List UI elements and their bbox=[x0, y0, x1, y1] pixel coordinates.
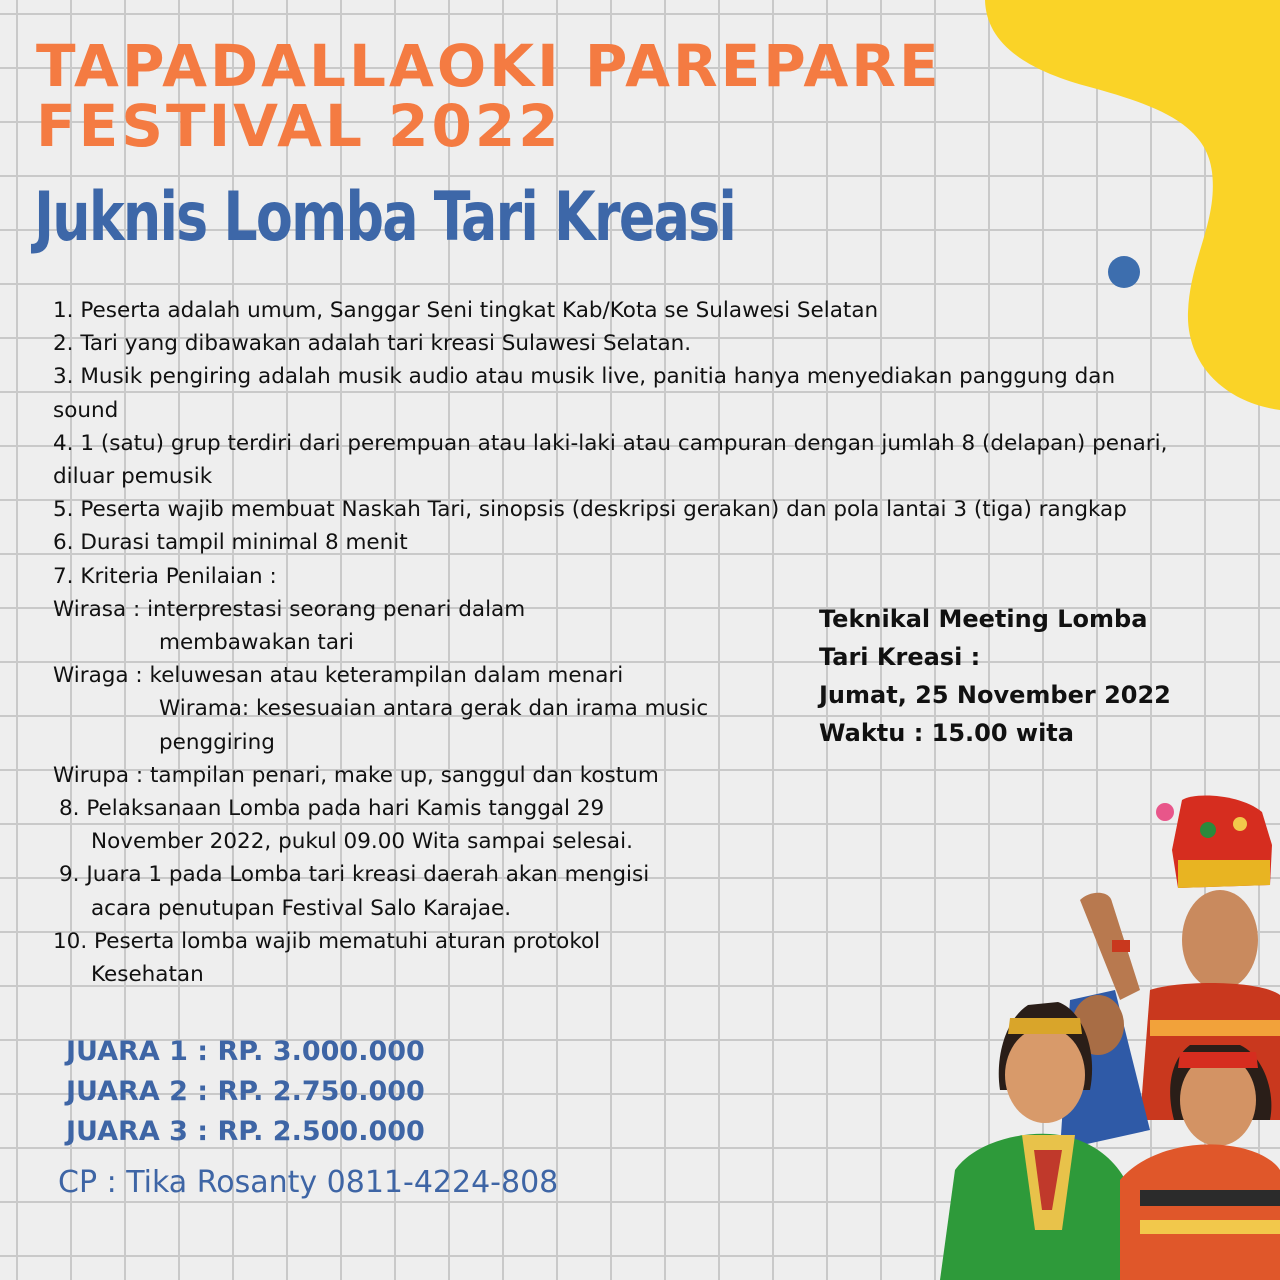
rule-4: 4. 1 (satu) grup terdiri dari perempuan atau laki-laki atau campuran dengan jumlah 8 (delapan) penari, bbox=[53, 430, 1168, 456]
rule-6: 6. Durasi tampil minimal 8 menit bbox=[53, 530, 408, 556]
rule-8: 8. Pelaksanaan Lomba pada hari Kamis tanggal 29 bbox=[59, 796, 605, 822]
criteria-wirama-cont: penggiring bbox=[159, 729, 275, 755]
prize-1: JUARA 1 : RP. 3.000.000 bbox=[66, 1036, 425, 1067]
meeting-time: Waktu : 15.00 wita bbox=[819, 719, 1074, 747]
rule-3: 3. Musik pengiring adalah musik audio atau musik live, panitia hanya menyediakan panggung dan bbox=[53, 364, 1116, 390]
meeting-date: Jumat, 25 November 2022 bbox=[819, 681, 1171, 709]
rule-7: 7. Kriteria Penilaian : bbox=[53, 563, 277, 589]
rule-1: 1. Peserta adalah umum, Sanggar Seni tingkat Kab/Kota se Sulawesi Selatan bbox=[53, 298, 879, 323]
prize-list bbox=[66, 1032, 425, 1152]
meeting-line-2: Tari Kreasi : bbox=[819, 643, 981, 671]
meeting-line-1: Teknikal Meeting Lomba bbox=[819, 605, 1148, 633]
criteria-wiraga: Wiraga : keluwesan atau keterampilan dalam menari bbox=[53, 663, 624, 689]
blue-dot-decoration bbox=[1108, 256, 1140, 288]
rule-2: 2. Tari yang dibawakan adalah tari kreasi Sulawesi Selatan. bbox=[53, 331, 692, 357]
rule-10: 10. Peserta lomba wajib mematuhi aturan protokol bbox=[53, 928, 601, 954]
rule-9: 9. Juara 1 pada Lomba tari kreasi daerah akan mengisi bbox=[59, 862, 650, 888]
prize-3: JUARA 3 : RP. 2.500.000 bbox=[66, 1116, 425, 1147]
contact-person: CP : Tika Rosanty 0811-4224-808 bbox=[58, 1165, 559, 1200]
criteria-wirupa: Wirupa : tampilan penari, make up, sanggul dan kostum bbox=[53, 762, 659, 788]
rule-5: 5. Peserta wajib membuat Naskah Tari, sinopsis (deskripsi gerakan) dan pola lantai 3 (tiga) rangkap bbox=[53, 497, 1127, 523]
page-subtitle: Juknis Lomba Tari Kreasi bbox=[34, 178, 736, 257]
prize-2: JUARA 2 : RP. 2.750.000 bbox=[66, 1076, 425, 1107]
rule-9-cont: acara penutupan Festival Salo Karajae. bbox=[91, 895, 512, 921]
rule-8-cont: November 2022, pukul 09.00 Wita sampai selesai. bbox=[91, 829, 633, 855]
rule-4-cont: diluar pemusik bbox=[53, 464, 213, 490]
title-line-2: FESTIVAL 2022 bbox=[36, 92, 562, 160]
criteria-wirama: Wirama: kesesuaian antara gerak dan irama music bbox=[159, 696, 709, 722]
rule-3-cont: sound bbox=[53, 397, 119, 423]
technical-meeting-info bbox=[819, 600, 1171, 752]
criteria-wirasa-cont: membawakan tari bbox=[159, 630, 354, 656]
rule-10-cont: Kesehatan bbox=[91, 962, 204, 988]
festival-title bbox=[36, 32, 942, 160]
title-line-1: TAPADALLAOKI PAREPARE bbox=[36, 32, 942, 100]
criteria-wirasa: Wirasa : interprestasi seorang penari dalam bbox=[53, 596, 526, 622]
